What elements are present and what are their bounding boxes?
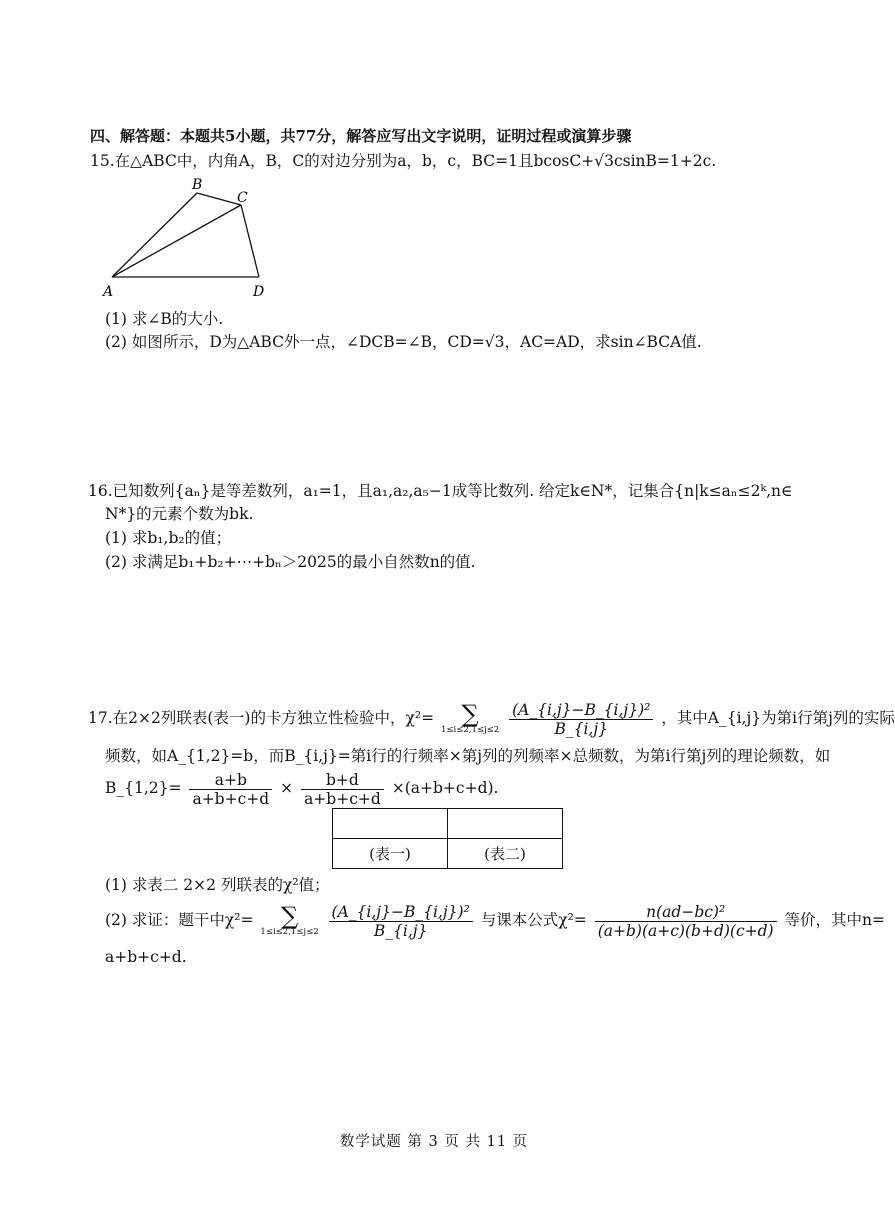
q17-line3 [105,768,498,808]
q17-part2-pre: (2) 求证：题干中χ²= [105,911,254,929]
q17-part2-fraction [329,903,473,940]
q16-number: 16. [88,482,113,500]
q16-stem-line2: N*}的元素个数为bk. [105,505,254,523]
q17-line3-frac2 [301,771,384,808]
q17-line2: 频数，如A_{1,2}=b，而B_{i,j}=第i行的行频率×第j列的列频率×总频数，为第i行第j列的理论频数，如 [105,747,831,765]
label-c: C [237,190,248,206]
segment-ac [112,205,241,277]
q17-line3-lhs: B_{1,2}= [105,779,182,797]
table-row [333,839,563,869]
segment-bc [197,193,241,205]
segment-cd [241,205,259,277]
label-b: B [192,177,203,193]
label-d: D [253,284,265,300]
q17-frac-den: B_{i,j} [554,719,609,738]
q17-part2-summation: ∑ 1≤i≤2,1≤j≤2 [260,902,319,937]
q17-line3-frac1 [189,771,272,808]
q17-line3-f1-den: a+b+c+d [192,789,270,808]
q15-part1: (1) 求∠B的大小. [105,310,224,328]
table-caption-1: (表一) [333,839,448,869]
q17-sum-range: 1≤i≤2,1≤j≤2 [441,725,500,735]
q17-part2 [105,900,885,940]
q17-part2-frac-num: (A_{i,j}−B_{i,j})² [329,903,473,922]
q17-part2-line2: a+b+c+d. [105,948,187,966]
q17-part2-post: 等价，其中n= [784,911,886,929]
q15-part2: (2) 如图所示，D为△ABC外一点，∠DCB=∠B，CD=√3，AC=AD，求sin∠BCA值. [105,333,702,351]
q17-part2-frac-den: B_{i,j} [373,921,428,940]
segment-ab [112,193,197,277]
q15-figure [100,172,280,302]
table-cell-empty [448,809,563,839]
section-header: 四、解答题：本题共5小题，共77分，解答应写出文字说明，证明过程或演算步骤 [90,127,632,145]
table-row [333,809,563,839]
q17-summation: ∑ 1≤i≤2,1≤j≤2 [441,700,500,735]
table-cell-empty [333,809,448,839]
label-a: A [103,284,114,300]
q17-line3-f2-num: b+d [301,771,384,790]
contingency-tables [332,808,563,869]
q17-line3-times: × [280,779,294,797]
q17-part1: (1) 求表二 2×2 列联表的χ²值； [105,876,330,894]
q17-part2-tb-num: n(ad−bc)² [595,903,777,922]
q17-fraction [509,701,653,738]
q16-stem-text: 已知数列{aₙ}是等差数列，a₁=1，且a₁,a₂,a₅−1成等比数列. 给定k∈N*，记集合{n|k≤aₙ≤2ᵏ,n∈ [112,482,793,500]
q17-line1-pre: 在2×2列联表(表一)的卡方独立性检验中，χ²= [112,709,435,727]
q15-stem [90,150,716,172]
q15-number: 15. [90,152,115,170]
q17-line3-f1-num: a+b [189,771,272,790]
q17-line3-f2-den: a+b+c+d [304,789,381,808]
q17-frac-num: (A_{i,j}−B_{i,j})² [509,701,653,720]
q16-stem-line1 [88,480,793,502]
q17-line1-post: ，其中A_{i,j}为第i行第j列的实际 [661,709,895,727]
table-caption-2: (表二) [448,839,563,869]
q16-part2: (2) 求满足b₁+b₂+⋯+bₙ＞2025的最小自然数n的值. [105,553,476,571]
q17-part2-tb-den: (a+b)(a+c)(b+d)(c+d) [597,921,774,940]
q17-line3-tail: ×(a+b+c+d). [391,779,499,797]
q17-line1 [88,698,895,738]
q16-part1: (1) 求b₁,b₂的值； [105,529,232,547]
q15-stem-text: 在△ABC中，内角A，B，C的对边分别为a，b，c，BC=1且bcosC+√3csinB=1+2c. [114,152,717,170]
q17-number: 17. [88,709,113,727]
q17-part2-textbook-fraction [595,903,777,940]
q17-part2-sum-range: 1≤i≤2,1≤j≤2 [260,927,319,937]
page-footer: 数学试题 第 3 页 共 11 页 [339,1134,529,1150]
q17-part2-mid: 与课本公式χ²= [480,911,587,929]
